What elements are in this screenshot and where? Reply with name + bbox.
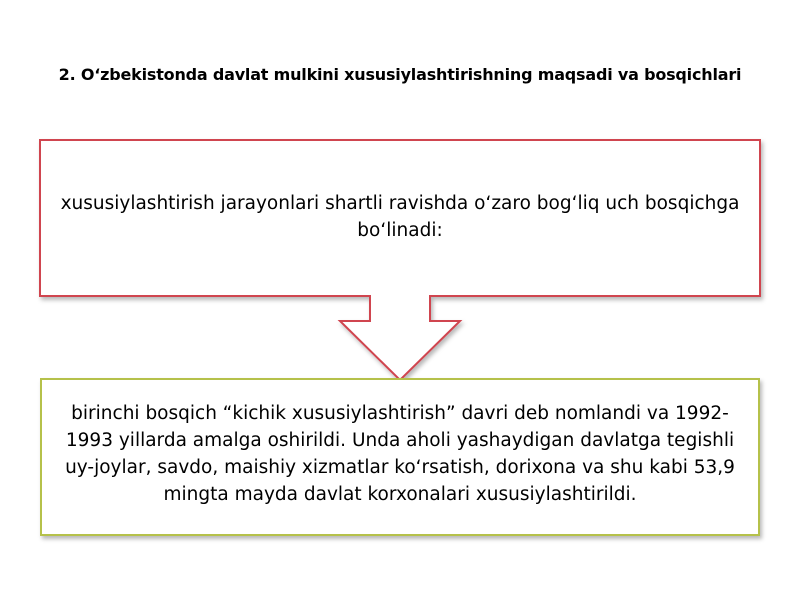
slide-title: 2. O‘zbekistonda davlat mulkini xususiylashtirishning maqsadi va bosqichlari xyxy=(58,65,742,84)
callout-shape xyxy=(40,140,760,380)
callout-text: xususiylashtirish jarayonlari shartli ravishda o‘zaro bog‘liq uch bosqichga bo‘linadi: xyxy=(60,193,740,241)
stage-box-text: birinchi bosqich “kichik xususiylashtirish” davri deb nomlandi va 1992-1993 yillarda amalga oshirildi. Unda aholi yashaydigan davlatga tegishli uy-joylar, savdo, maishiy xizmatlar ko‘rsatish, dorixona va shu kabi 53,9 mingta mayda davlat korxonalari xususiylashtirildi. xyxy=(65,403,735,505)
